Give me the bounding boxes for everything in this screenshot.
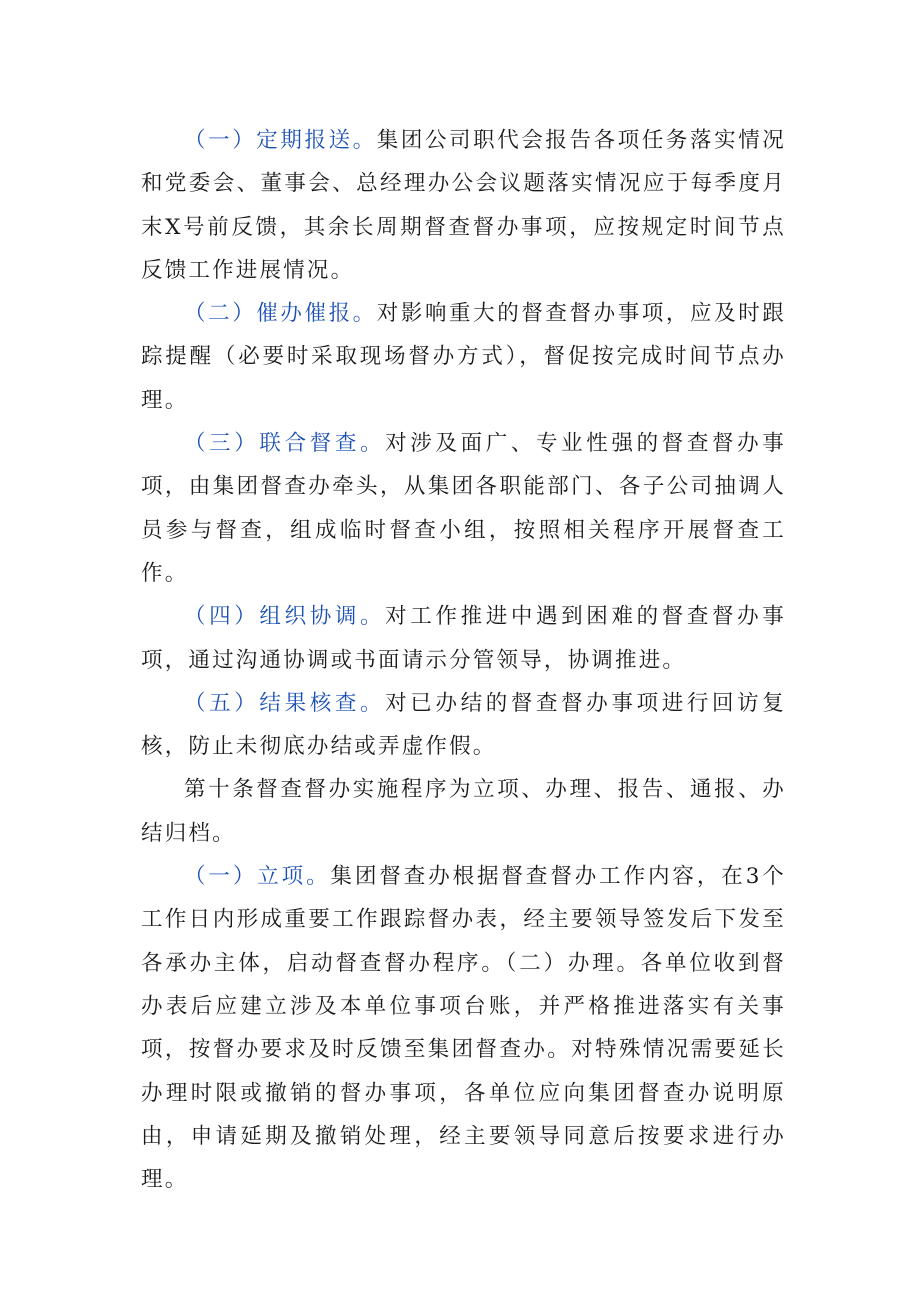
paragraph-regular-reporting [141, 119, 786, 292]
section-heading: （一）立项。 [184, 864, 331, 890]
section-heading: （三）联合督查。 [184, 431, 386, 457]
paragraph-text: 对影响重大的督查督办事项，应及时跟踪提醒（必要时采取现场督办方式），督促按完成时间节点办理。 [141, 301, 786, 413]
section-heading: （五）结果核查。 [184, 690, 386, 716]
document-body [141, 119, 786, 1201]
paragraph-joint-inspection [141, 422, 786, 595]
paragraph-text: 集团督查办根据督查督办工作内容，在3个工作日内形成重要工作跟踪督办表，经主要领导签发后下发至各承办主体，启动督查督办程序。（二）办理。各单位收到督办表后应建立涉及本单位事项台账，并严格推进落实有关事项，按督办要求及时反馈至集团督查办。对特殊情况需要延长办理时限或撤销的督办事项，各单位应向集团督查办说明原由，申请延期及撤销处理，经主要领导同意后按要求进行办理。 [141, 864, 786, 1193]
section-heading: （一）定期报送。 [184, 128, 377, 153]
paragraph-article-ten [141, 768, 786, 855]
paragraph-coordination [141, 595, 786, 682]
paragraph-result-check [141, 682, 786, 769]
paragraph-text: 第十条督查督办实施程序为立项、办理、报告、通报、办结归档。 [141, 777, 786, 846]
section-heading: （四）组织协调。 [184, 604, 386, 630]
section-heading: （二）催办催报。 [184, 301, 377, 327]
paragraph-urging [141, 292, 786, 422]
paragraph-text: 对涉及面广、专业性强的督查督办事项，由集团督查办牵头，从集团各职能部门、各子公司抽调人员参与督查，组成临时督查小组，按照相关程序开展督查工作。 [141, 431, 787, 586]
paragraph-text: 集团公司职代会报告各项任务落实情况和党委会、董事会、总经理办公会议题落实情况应于每季度月末X号前反馈，其余长周期督查督办事项，应按规定时间节点反馈工作进展情况。 [141, 128, 786, 283]
paragraph-text: 对已办结的督查督办事项进行回访复核，防止未彻底办结或弄虚作假。 [141, 690, 787, 760]
paragraph-text: 对工作推进中遇到困难的督查督办事项，通过沟通协调或书面请示分管领导，协调推进。 [141, 604, 787, 673]
paragraph-project-setup [141, 855, 786, 1201]
